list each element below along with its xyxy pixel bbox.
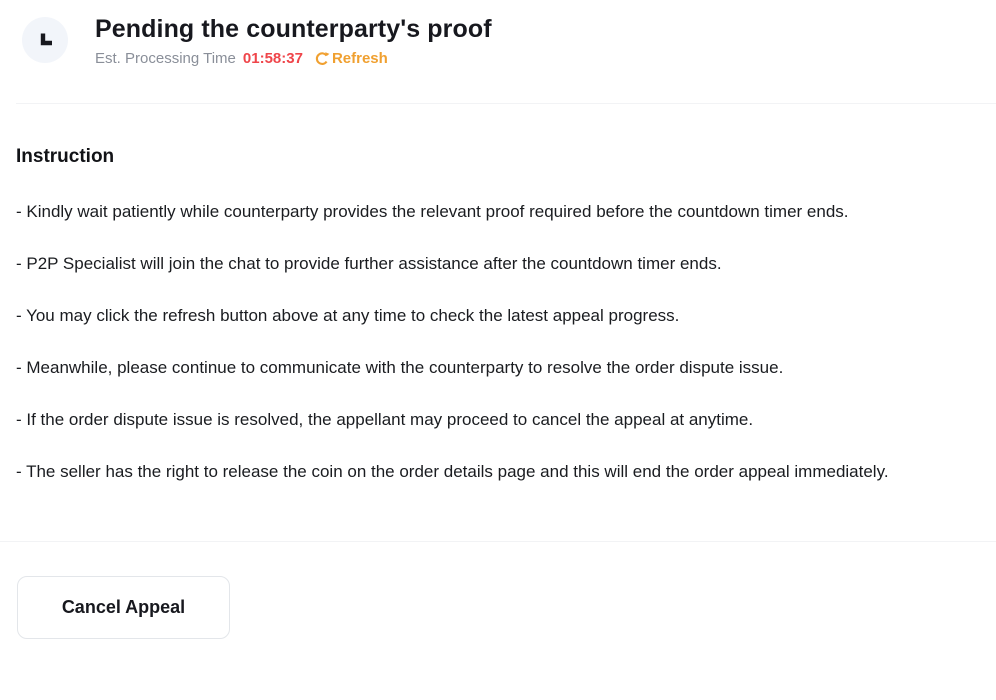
appeal-status-header — [0, 0, 996, 67]
refresh-icon — [315, 51, 330, 66]
instruction-item: - You may click the refresh button above at any time to check the latest appeal progress. — [16, 306, 680, 326]
refresh-label: Refresh — [331, 50, 388, 68]
cancel-appeal-button[interactable]: Cancel Appeal — [17, 576, 230, 639]
page-title: Pending the counterparty's proof — [95, 15, 492, 43]
instruction-section — [0, 146, 996, 486]
instruction-list — [16, 198, 970, 486]
divider — [16, 103, 996, 104]
instruction-item: - If the order dispute issue is resolved, the appellant may proceed to cancel the appeal at anytime. — [16, 410, 754, 430]
instruction-item: - P2P Specialist will join the chat to provide further assistance after the countdown timer ends. — [16, 254, 722, 274]
instruction-heading: Instruction — [16, 146, 115, 168]
instruction-item: - Meanwhile, please continue to communicate with the counterparty to resolve the order dispute issue. — [16, 358, 784, 378]
refresh-button[interactable] — [315, 50, 388, 67]
processing-time-label: Est. Processing Time — [95, 50, 236, 68]
footer-actions — [0, 542, 996, 639]
clock-icon — [22, 17, 68, 63]
instruction-item: - Kindly wait patiently while counterparty provides the relevant proof required before the countdown timer ends. — [16, 202, 849, 222]
instruction-item: - The seller has the right to release the coin on the order details page and this will end the order appeal immediately. — [16, 462, 889, 482]
countdown-timer: 01:58:37 — [242, 50, 303, 68]
